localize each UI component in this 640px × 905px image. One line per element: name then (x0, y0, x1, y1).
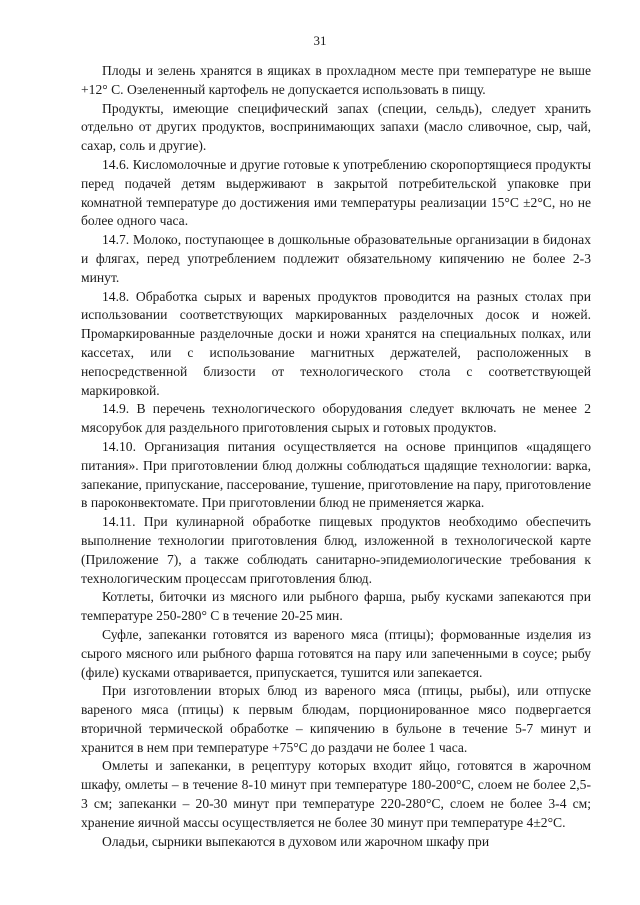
paragraph-14-7: 14.7. Молоко, поступающее в дошкольные образовательные организации в бидонах и флягах, перед употреблением подлежит обязательному кипячению не более 2-3 минут. (81, 232, 591, 285)
paragraph-pancakes: Оладьи, сырники выпекаются в духовом или жарочном шкафу при (102, 833, 490, 849)
document-body (81, 62, 591, 851)
paragraph-omelets: Омлеты и запеканки, в рецептуру которых входит яйцо, готовятся в жарочном шкафу, омлеты – в течение 8-10 минут при температуре 180-200°С, слоем не более 2,5-3 см; запеканки – 20-30 минут при температуре 220-280°С, слоем не более 3-4 см; хранение яичной массы осуществляется не более 30 минут при температуре 4±2°С. (81, 758, 591, 830)
page-number: 31 (313, 33, 327, 48)
paragraph-14-11: 14.11. При кулинарной обработке пищевых продуктов необходимо обеспечить выполнение технологии приготовления блюд, изложенной в технологической карте (Приложение 7), а также соблюдать санитарно-эпидемиологические требования к технологическим процессам приготовления блюд. (81, 514, 591, 586)
paragraph-14-8: 14.8. Обработка сырых и вареных продуктов проводится на разных столах при использовании соответствующих маркированных разделочных досок и ножей. Промаркированные разделочные доски и ножи хранятся на специальных полках, или кассетах, или с использование магнитных держателей, расположенных в непосредственной близости от технологического стола с соответствующей маркировкой. (81, 288, 591, 398)
paragraph-souffle: Суфле, запеканки готовятся из вареного мяса (птицы); формованные изделия из сырого мясного или рыбного фарша готовятся на пару или запеченными в соусе; рыбу (филе) кусками отваривается, припускается, тушится или запекается. (81, 626, 591, 680)
paragraph-produce-storage: Плоды и зелень хранятся в ящиках в прохладном месте при температуре не выше +12° С. Озелененный картофель не допускается использовать в пищу. (81, 63, 591, 97)
paragraph-odorous-products: Продукты, имеющие специфический запах (специи, сельдь), следует хранить отдельно от других продуктов, воспринимающих запахи (масло сливочное, сыр, чай, сахар, соль и другие). (81, 100, 591, 154)
paragraph-14-6: 14.6. Кисломолочные и другие готовые к употреблению скоропортящиеся продукты перед подачей детям выдерживают в закрытой потребительской упаковке при комнатной температуре до достижения ими температуры реализации 15°С ±2°С, но не более одного часа. (81, 156, 591, 229)
paragraph-cutlets: Котлеты, биточки из мясного или рыбного фарша, рыбу кусками запекаются при температуре 250-280° С в течение 20-25 мин. (81, 589, 591, 624)
paragraph-14-10: 14.10. Организация питания осуществляется на основе принципов «щадящего питания». При приготовлении блюд должны соблюдаться щадящие технологии: варка, запекание, припускание, пассерование, тушение, приготовление на пару, приготовление в пароконвектомате. При приготовлении блюд не применяется жарка. (81, 438, 591, 511)
paragraph-14-9: 14.9. В перечень технологического оборудования следует включать не менее 2 мясорубок для раздельного приготовления сырых и готовых продуктов. (81, 401, 591, 436)
paragraph-second-courses: При изготовлении вторых блюд из вареного мяса (птицы, рыбы), или отпуске вареного мяса (птицы) к первым блюдам, порционированное мясо подвергается вторичной термической обработке – кипячению в бульоне в течение 5-7 минут и хранится в нем при температуре +75°С до раздачи не более 1 часа. (81, 683, 591, 755)
